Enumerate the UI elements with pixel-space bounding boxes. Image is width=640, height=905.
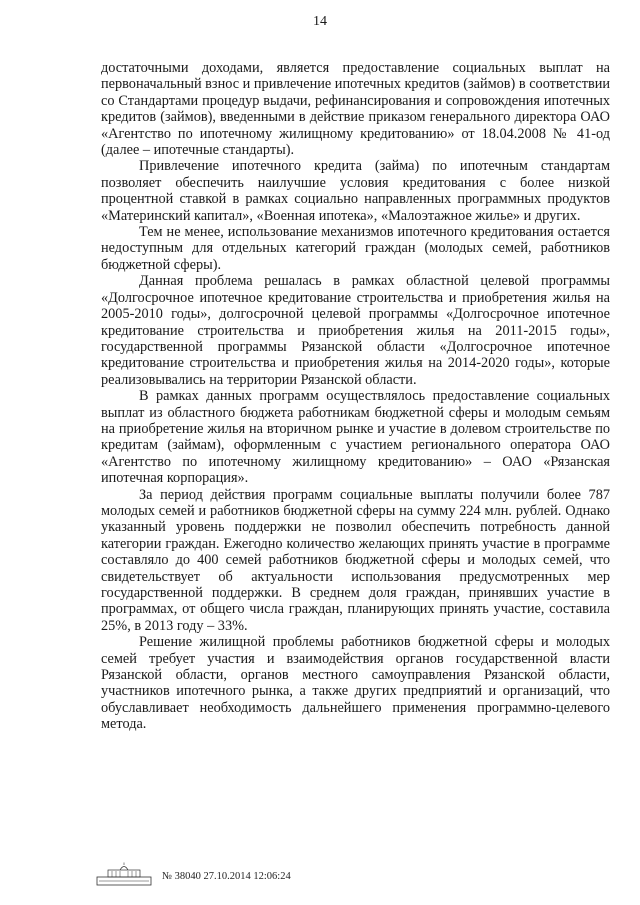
paragraph-3: Тем не менее, использование механизмов ипотечного кредитования остается недоступным для отдельных категорий граждан (молодых семей, работников бюджетной сферы). <box>101 224 610 273</box>
paragraph-5: В рамках данных программ осуществлялось предоставление социальных выплат из областного бюджета работникам бюджетной сферы и молодым семьям на приобретение жилья на вторичном рынке и участие в долевом строительстве по кредитам (займам), оформленным с участием регионального оператора ОАО «Агентство по ипотечному жилищному кредитованию» – ОАО «Рязанская ипотечная корпорация». <box>101 388 610 487</box>
paragraph-6: За период действия программ социальные выплаты получили более 787 молодых семей и работников бюджетной сферы на сумму 224 млн. рублей. Однако указанный уровень поддержки не позволил обеспечить потребность данной категории граждан. Ежегодно количество желающих принять участие в программе составляло до 400 семей работников бюджетной сферы и молодых семей, что свидетельствует об актуальности использования предусмотренных мер государственной поддержки. В среднем доля граждан, принявших участие в программах, от общего числа граждан, планирующих принять участие, составила 25%, в 2013 году – 33%. <box>101 486 610 634</box>
paragraph-2: Привлечение ипотечного кредита (займа) по ипотечным стандартам позволяет обеспечить наилучшие условия кредитования с более низкой процентной ставкой в рамках социально направленных программных продуктов «Материнский капитал», «Военная ипотека», «Малоэтажное жилье» и других. <box>101 158 610 224</box>
paragraph-4: Данная проблема решалась в рамках областной целевой программы «Долгосрочное ипотечное кредитование строительства и приобретения жилья на 2005-2010 годы», долгосрочной целевой программы «Долгосрочное ипотечное кредитование строительства и приобретения жилья на 2011-2015 годы», государственной программы Рязанской области «Долгосрочное ипотечное кредитование строительства и приобретения жилья на 2014-2020 годы», которые реализовывались на территории Рязанской области. <box>101 273 610 388</box>
paragraph-1: достаточными доходами, является предоставление социальных выплат на первоначальный взнос и привлечение ипотечных кредитов (займов) в соответствии со Стандартами процедур выдачи, рефинансирования и сопровождения ипотечных кредитов (займов), введенными в действие приказом генерального директора ОАО «Агентство по ипотечному жилищному кредитованию» от 18.04.2008 № 41-од (далее – ипотечные стандарты). <box>101 60 610 159</box>
government-building-icon <box>96 862 152 891</box>
document-body <box>101 60 610 733</box>
registration-number: № 38040 27.10.2014 12:06:24 <box>162 870 291 882</box>
page-number: 14 <box>313 14 327 29</box>
paragraph-7: Решение жилищной проблемы работников бюджетной сферы и молодых семей требует участия и взаимодействия органов государственной власти Рязанской области, органов местного самоуправления Рязанской области, участников ипотечного рынка, а также других предприятий и организаций, что обуславливает необходимость дальнейшего применения программно-целевого метода. <box>101 634 610 733</box>
registration-footer <box>96 863 291 889</box>
